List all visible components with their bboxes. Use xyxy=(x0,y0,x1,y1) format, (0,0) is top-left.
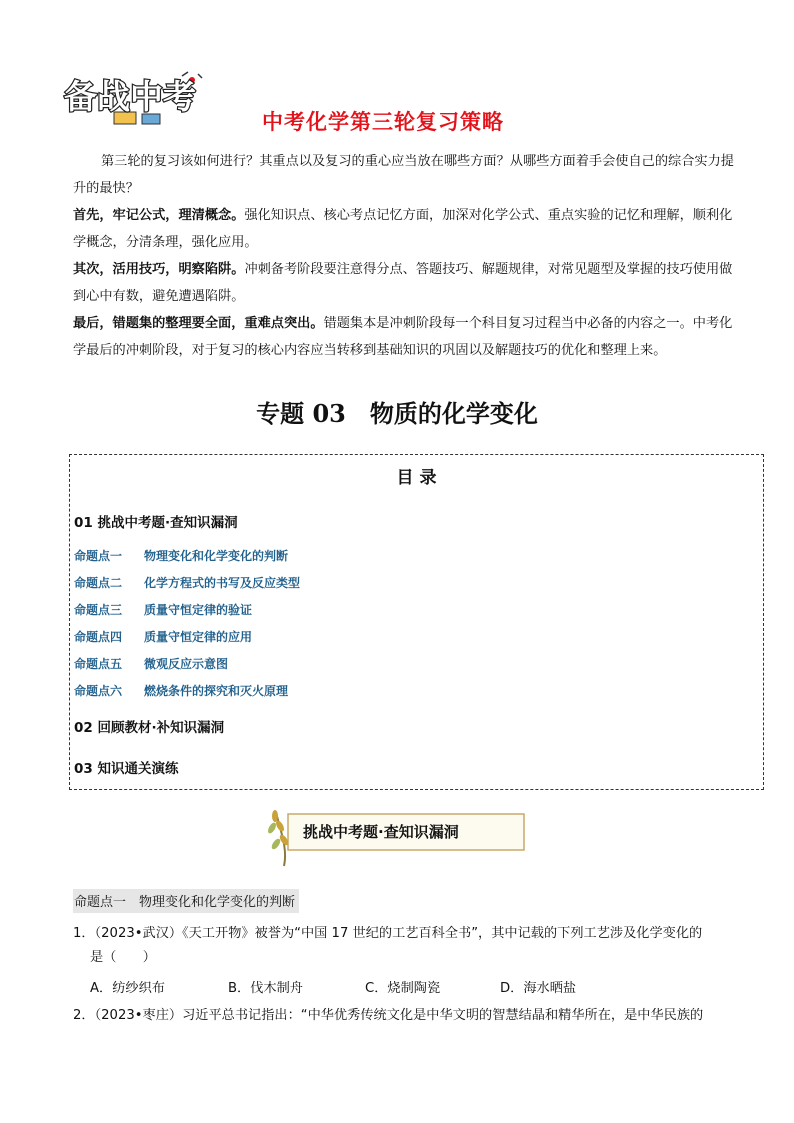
intro-p4-text: 错题集本是冲刺阶段每一个科目复习过程当中必备的内容之一。中考化学最后的冲刺阶段，对于复习的核心内容应当转移到基础知识的巩固以及解题技巧的优化和整理上来。 xyxy=(73,316,733,358)
main-title: 中考化学第三轮复习策略 xyxy=(262,110,504,134)
intro-p3-lead: 其次，活用技巧，明察陷阱。 xyxy=(73,262,245,277)
question-1-stem-cont: 是（ ） xyxy=(90,950,156,965)
intro-p2-text: 强化知识点、核心考点记忆方面，加深对化学公式、重点实验的记忆和理解，顺利化学概念，分清条理，强化应用。 xyxy=(73,208,733,250)
logo-text: 备战中考 xyxy=(64,77,196,116)
toc-item-6[interactable]: 命题点六 燃烧条件的探究和灭火原理 xyxy=(74,684,289,698)
toc-item-4[interactable]: 命题点四 质量守恒定律的应用 xyxy=(74,630,253,644)
question-1 xyxy=(73,922,745,970)
table-of-contents xyxy=(69,454,764,790)
toc-item-5[interactable]: 命题点五 微观反应示意图 xyxy=(74,657,229,671)
intro-paragraph-1: 第三轮的复习该如何进行？其重点以及复习的重心应当放在哪些方面？从哪些方面着手会使自己的综合实力提升的最快？ xyxy=(73,154,734,196)
toc-item-3[interactable]: 命题点三 质量守恒定律的验证 xyxy=(74,603,253,617)
toc-heading: 目 录 xyxy=(396,468,437,488)
intro-paragraph-3 xyxy=(73,256,745,310)
intro-paragraph-2 xyxy=(73,202,745,256)
toc-section-1[interactable]: 01 挑战中考题·查知识漏洞 xyxy=(74,515,238,531)
option-d[interactable]: D．海水晒盐 xyxy=(500,981,577,996)
topic-title: 专题 03 物质的化学变化 xyxy=(256,399,538,428)
toc-item-1[interactable]: 命题点一 物理变化和化学变化的判断 xyxy=(74,549,289,563)
intro-p2-lead: 首先，牢记公式，理清概念。 xyxy=(73,208,245,223)
question-2-stem: 2．（2023•枣庄）习近平总书记指出：“中华优秀传统文化是中华文明的智慧结晶和精华所在，是中华民族的 xyxy=(73,1008,704,1023)
logo xyxy=(62,70,212,132)
banner-label: 挑战中考题·查知识漏洞 xyxy=(303,823,459,841)
question-1-stem: 1．（2023•武汉）《天工开物》被誉为“中国 17 世纪的工艺百科全书”，其中记载的下列工艺涉及化学变化的 xyxy=(73,926,703,941)
intro-p4-lead: 最后，错题集的整理要全面，重难点突出。 xyxy=(73,316,324,331)
logo-graphic xyxy=(62,70,212,132)
option-c[interactable]: C．烧制陶瓷 xyxy=(365,981,441,996)
intro-section xyxy=(73,148,745,364)
section-tag: 命题点一 物理变化和化学变化的判断 xyxy=(73,889,299,913)
option-b[interactable]: B．伐木制舟 xyxy=(228,981,303,996)
toc-section-3[interactable]: 03 知识通关演练 xyxy=(74,761,179,777)
option-a[interactable]: A．纺纱织布 xyxy=(90,981,165,996)
intro-p3-text: 冲刺备考阶段要注意得分点、答题技巧、解题规律，对常见题型及掌握的技巧使用做到心中有数，避免遭遇陷阱。 xyxy=(73,262,733,304)
intro-paragraph-4 xyxy=(73,310,745,364)
toc-section-2[interactable]: 02 回顾教材·补知识漏洞 xyxy=(74,720,225,736)
question-2 xyxy=(73,1004,745,1028)
toc-item-2[interactable]: 命题点二 化学方程式的书写及反应类型 xyxy=(74,576,301,590)
